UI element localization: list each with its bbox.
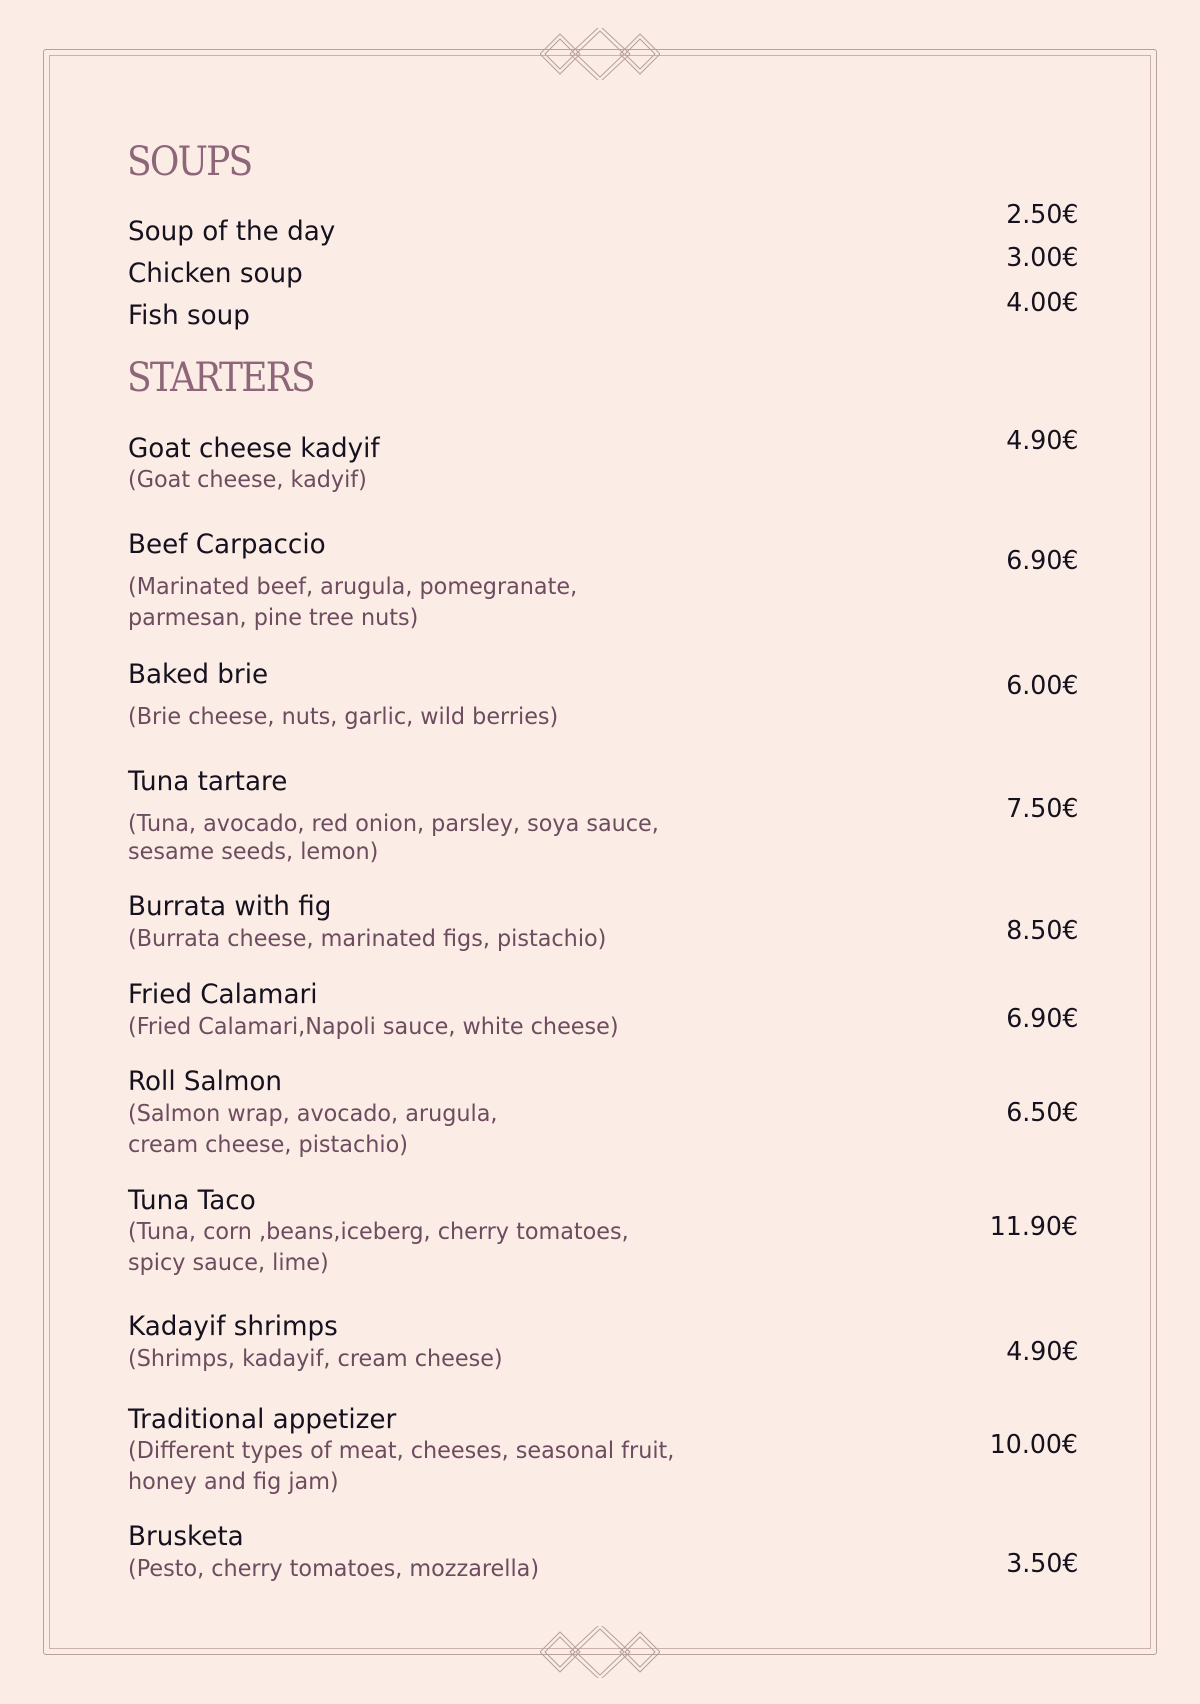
menu-item-name: Kadayif shrimps <box>128 1311 338 1342</box>
menu-item-name: Beef Carpaccio <box>128 529 326 560</box>
menu-item-description: (Marinated beef, arugula, pomegranate, <box>128 574 578 600</box>
menu-item-name: Roll Salmon <box>128 1066 283 1097</box>
menu-item-description: (Shrimps, kadayif, cream cheese) <box>128 1346 503 1372</box>
menu-item-name: Burrata with fig <box>128 891 332 922</box>
diamond-ornament-top-icon <box>540 28 660 80</box>
section-heading-soups: SOUPS <box>127 139 252 185</box>
menu-item-description: (Burrata cheese, marinated figs, pistachio) <box>128 926 607 952</box>
menu-item-description: (Goat cheese, kadyif) <box>128 467 367 493</box>
menu-item-price: 3.50€ <box>1005 1549 1078 1579</box>
menu-item-description: (Fried Calamari,Napoli sauce, white cheese) <box>128 1014 619 1040</box>
menu-item-price: 10.00€ <box>989 1430 1078 1460</box>
menu-item-name: Chicken soup <box>128 258 303 289</box>
menu-item-price: 6.00€ <box>1005 671 1078 701</box>
menu-item-description: (Brie cheese, nuts, garlic, wild berries) <box>128 704 559 730</box>
menu-item-price: 6.50€ <box>1005 1098 1078 1128</box>
menu-item-name: Goat cheese kadyif <box>128 433 380 464</box>
menu-item-price: 6.90€ <box>1005 1004 1078 1034</box>
menu-item-name: Soup of the day <box>128 216 336 247</box>
menu-item-name: Traditional appetizer <box>128 1404 397 1435</box>
menu-item-price: 7.50€ <box>1005 794 1078 824</box>
menu-item-price: 6.90€ <box>1005 546 1078 576</box>
menu-item-price: 2.50€ <box>1005 200 1078 230</box>
menu-item-price: 3.00€ <box>1005 243 1078 273</box>
menu-item-name: Baked brie <box>128 659 269 690</box>
diamond-ornament-bottom-icon <box>540 1626 660 1678</box>
menu-item-name: Tuna tartare <box>128 766 288 797</box>
menu-item-description: (Different types of meat, cheeses, seasonal fruit, <box>128 1438 675 1464</box>
menu-item-description: honey and fig jam) <box>128 1469 339 1495</box>
menu-item-description: sesame seeds, lemon) <box>128 839 379 865</box>
menu-item-price: 4.00€ <box>1005 288 1078 318</box>
menu-item-description: (Salmon wrap, avocado, arugula, <box>128 1101 498 1127</box>
menu-item-price: 4.90€ <box>1005 426 1078 456</box>
menu-item-description: (Tuna, corn ,beans,iceberg, cherry tomatoes, <box>128 1219 629 1245</box>
menu-item-name: Fish soup <box>128 300 250 331</box>
menu-item-name: Fried Calamari <box>128 979 318 1010</box>
menu-item-price: 11.90€ <box>989 1212 1078 1242</box>
menu-item-name: Brusketa <box>128 1521 244 1552</box>
menu-item-description: parmesan, pine tree nuts) <box>128 605 419 631</box>
menu-item-description: cream cheese, pistachio) <box>128 1132 408 1158</box>
section-heading-starters: STARTERS <box>127 355 314 401</box>
menu-item-price: 8.50€ <box>1005 916 1078 946</box>
menu-item-price: 4.90€ <box>1005 1337 1078 1367</box>
menu-item-name: Tuna Taco <box>128 1185 256 1216</box>
menu-item-description: (Tuna, avocado, red onion, parsley, soya sauce, <box>128 811 659 837</box>
menu-item-description: (Pesto, cherry tomatoes, mozzarella) <box>128 1556 540 1582</box>
menu-item-description: spicy sauce, lime) <box>128 1250 329 1276</box>
